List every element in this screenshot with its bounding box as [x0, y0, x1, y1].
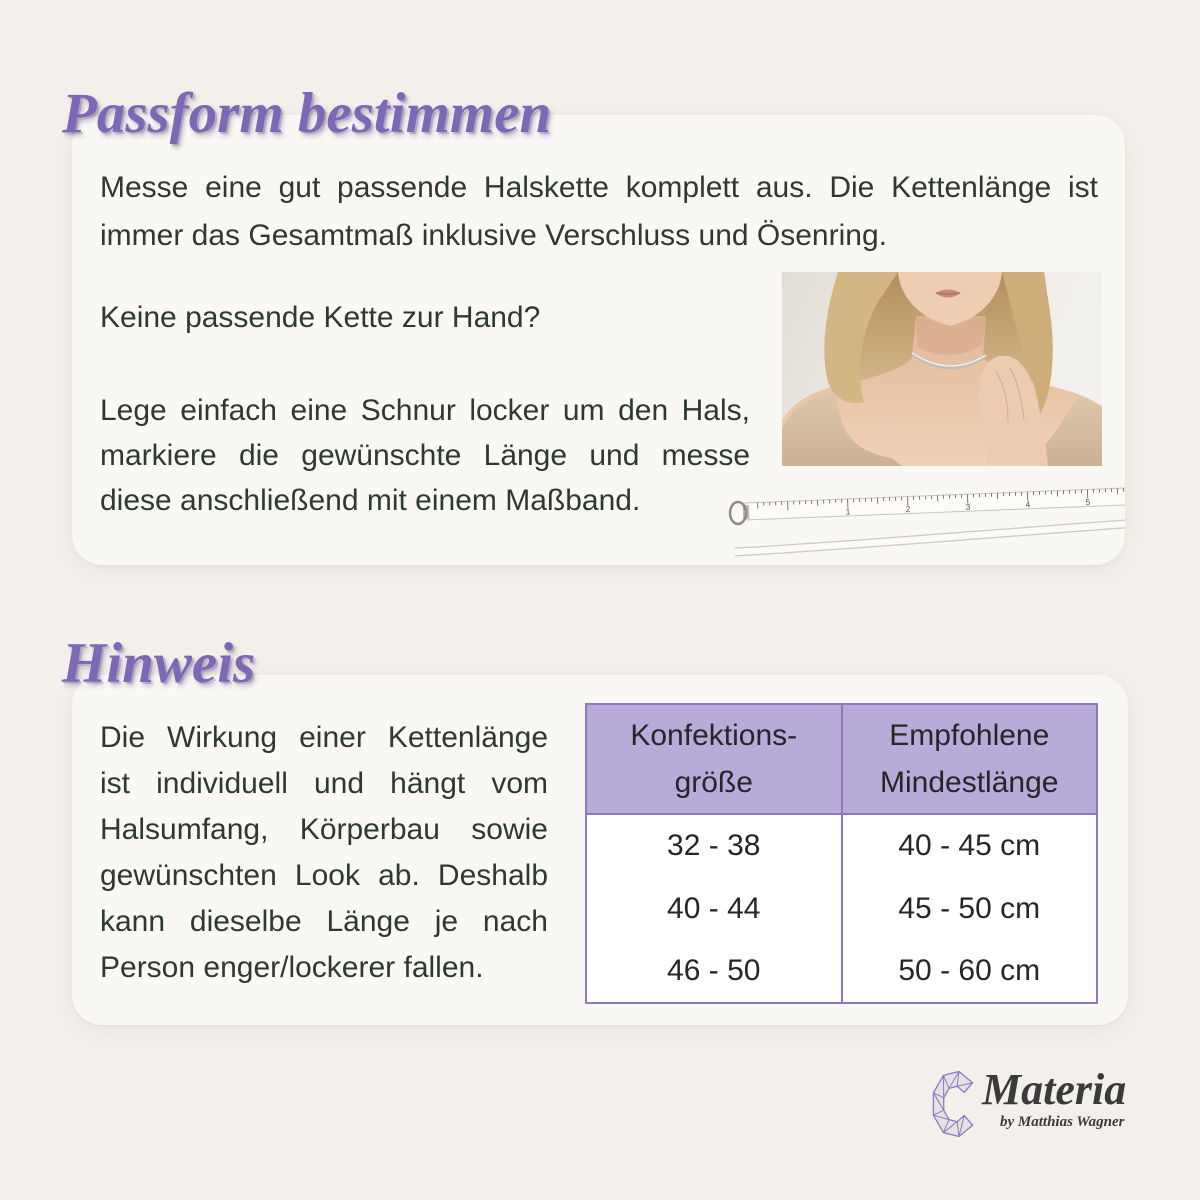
- tape-label: 1: [845, 506, 851, 517]
- header-line: größe: [674, 766, 753, 799]
- header-cell-clothing-size: [586, 704, 842, 814]
- table-header-row: [586, 704, 1097, 814]
- intro-paragraph: [100, 164, 1098, 260]
- table-row: [586, 940, 1097, 1003]
- logo-name: Materia: [982, 1065, 1127, 1114]
- tape-label: 5: [1085, 496, 1091, 508]
- note-section-title: Hinweis: [62, 632, 256, 695]
- note-paragraph: [100, 715, 548, 991]
- cell-min-length: 45 - 50 cm: [842, 877, 1098, 940]
- tape-label: 2: [905, 503, 911, 515]
- tape-lower-strand: [735, 524, 1125, 552]
- header-line: Mindestlänge: [880, 766, 1059, 799]
- instruction-line: Lege einfach eine Schnur locker um den Hals,: [100, 394, 750, 427]
- model-photo: [782, 272, 1102, 466]
- fit-section-title: Passform bestimmen: [62, 82, 552, 145]
- cell-clothing-size: 46 - 50: [586, 940, 842, 1003]
- note-line: Person enger/lockerer fallen.: [100, 951, 484, 984]
- instruction-paragraph: [100, 388, 750, 523]
- faceted-c-logo-icon: [929, 1069, 977, 1139]
- cell-min-length: 40 - 45 cm: [842, 814, 1098, 877]
- note-line: Die Wirkung einer Kettenlänge: [100, 721, 548, 754]
- header-line: Empfohlene: [889, 719, 1050, 752]
- measuring-tape: [725, 476, 1125, 560]
- tape-band: [745, 487, 1125, 520]
- header-line: Konfektions-: [630, 719, 798, 752]
- question-paragraph: [100, 294, 750, 342]
- tape-upper-strand: [743, 487, 1125, 520]
- cell-clothing-size: 32 - 38: [586, 814, 842, 877]
- logo-byline: by Matthias Wagner: [1000, 1114, 1125, 1130]
- tape-label: 4: [1025, 499, 1031, 510]
- intro-line: immer das Gesamtmaß inklusive Verschluss und Ösenring.: [100, 219, 887, 252]
- table-row: [586, 814, 1097, 877]
- table-row: [586, 877, 1097, 940]
- header-cell-min-length: [842, 704, 1098, 814]
- cell-min-length: 50 - 60 cm: [842, 940, 1098, 1003]
- cell-clothing-size: 40 - 44: [586, 877, 842, 940]
- question-line: Keine passende Kette zur Hand?: [100, 301, 541, 334]
- note-line: kann dieselbe Länge je nach: [100, 905, 548, 938]
- instruction-line: markiere die gewünschte Länge und messe: [100, 439, 750, 472]
- intro-line: Messe eine gut passende Halskette komplett aus. Die Kettenlänge ist: [100, 171, 1098, 204]
- note-line: Halsumfang, Körperbau sowie: [100, 813, 548, 846]
- note-line: gewünschten Look ab. Deshalb: [100, 859, 548, 892]
- size-table: [585, 703, 1098, 1004]
- note-line: ist individuell und hängt vom: [100, 767, 548, 800]
- instruction-line: diese anschließend mit einem Maßband.: [100, 484, 641, 517]
- tape-label: 3: [965, 501, 971, 512]
